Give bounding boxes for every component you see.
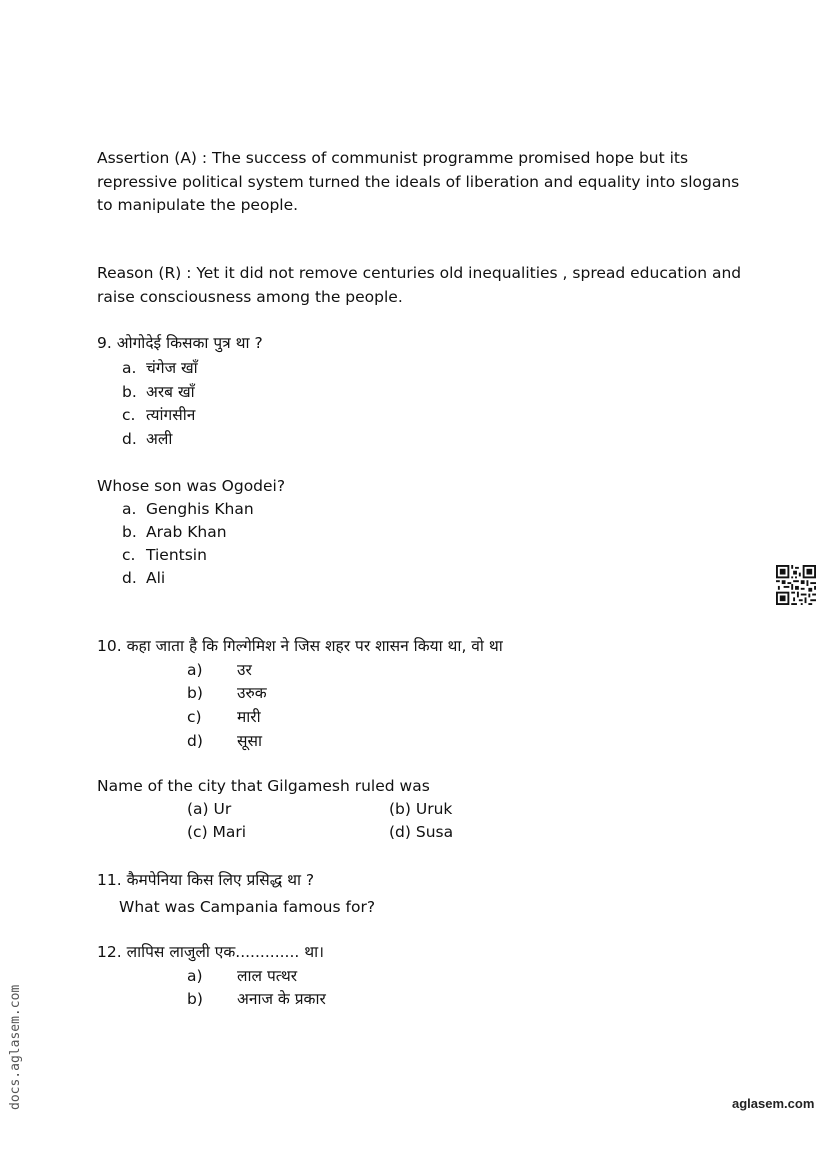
q10-english-option: (d) Susa <box>389 823 454 841</box>
q9-hindi-question: 9. ओगोदेई किसका पुत्र था ? <box>97 334 263 352</box>
q9-hindi-option: d. अली <box>122 430 173 448</box>
assertion-text: Assertion (A) : The success of communist programme promised hope but its repressive political system turned the ideals of liberation and equality into slogans to manipulate the people. <box>97 149 740 214</box>
reason-text: Reason (R) : Yet it did not remove centuries old inequalities , spread education and raise consciousness among the people. <box>97 264 742 306</box>
q12-hindi-option: b) अनाज के प्रकार <box>187 990 326 1008</box>
q10-english-option: (c) Mari <box>187 823 247 841</box>
q11-english-question: What was Campania famous for? <box>119 898 376 916</box>
q9-hindi-option: a. चंगेज खाँ <box>122 359 198 377</box>
q9-english-option: b. Arab Khan <box>122 523 227 541</box>
q10-hindi-option: d) सूसा <box>187 732 262 750</box>
q10-hindi-option: c) मारी <box>187 708 261 726</box>
footer-brand: aglasem.com <box>732 1096 815 1111</box>
q9-english-option: c. Tientsin <box>122 546 207 564</box>
q9-hindi-option: b. अरब खाँ <box>122 383 195 401</box>
q9-english-option: a. Genghis Khan <box>122 500 254 518</box>
q10-hindi-option: a) उर <box>187 661 252 679</box>
q11-hindi-question: 11. कैमपेनिया किस लिए प्रसिद्ध था ? <box>97 871 315 889</box>
q10-hindi-option: b) उरुक <box>187 684 267 702</box>
side-watermark: docs.aglasem.com <box>8 984 23 1110</box>
q10-english-option: (a) Ur <box>187 800 232 818</box>
q12-hindi-question: 12. लापिस लाजुली एक............. था। <box>97 943 325 961</box>
q9-hindi-option: c. त्यांगसीन <box>122 406 196 424</box>
q9-english-question: Whose son was Ogodei? <box>97 477 286 495</box>
q10-hindi-question: 10. कहा जाता है कि गिल्गेमिश ने जिस शहर पर शासन किया था, वो था <box>97 637 503 655</box>
q10-english-question: Name of the city that Gilgamesh ruled was <box>97 777 430 795</box>
q9-english-option: d. Ali <box>122 569 166 587</box>
q12-hindi-option: a) लाल पत्थर <box>187 967 298 985</box>
q10-english-option: (b) Uruk <box>389 800 453 818</box>
qr-code-icon <box>776 565 816 609</box>
